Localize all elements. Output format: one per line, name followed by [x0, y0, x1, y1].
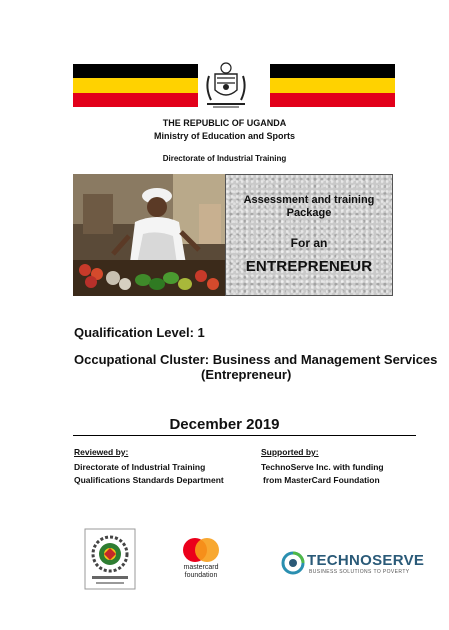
country-title: THE REPUBLIC OF UGANDA [162, 118, 287, 128]
supported-heading: Supported by: [261, 447, 319, 457]
divider-line [73, 435, 416, 436]
uganda-flag-left-icon [73, 64, 198, 107]
title-for-an: For an [290, 236, 328, 250]
mastercard-logo-icon [176, 538, 226, 588]
reviewed-line-1: Directorate of Industrial Training [74, 462, 206, 472]
technoserve-tagline: BUSINESS SOLUTIONS TO POVERTY [309, 569, 410, 575]
supported-line-2: from MasterCard Foundation [263, 475, 380, 485]
mastercard-line-1: mastercard [183, 564, 219, 571]
qualification-level: Qualification Level: 1 [74, 325, 205, 340]
coat-of-arms-icon [201, 60, 251, 110]
title-entrepreneur: ENTREPRENEUR [245, 258, 373, 275]
uganda-flag-right-icon [270, 64, 395, 107]
ministry-title: Ministry of Education and Sports [153, 131, 295, 141]
document-date: December 2019 [169, 416, 280, 433]
directorate-title: Directorate of Industrial Training [162, 154, 287, 163]
reviewed-line-2: Qualifications Standards Department [74, 475, 224, 485]
occupational-cluster: Occupational Cluster: Business and Management Services [74, 352, 438, 367]
title-line-1a: Assessment and training [243, 194, 375, 206]
technoserve-logo-icon [281, 549, 425, 579]
dit-logo-icon [84, 528, 136, 590]
mastercard-line-2: foundation [184, 572, 218, 579]
technoserve-name: TECHNOSERVE [307, 552, 425, 569]
occupational-cluster-sub: (Entrepreneur) [201, 367, 292, 382]
title-line-1 [226, 194, 392, 220]
technoserve-mark-icon [281, 550, 305, 576]
title-line-1b: Package [286, 207, 332, 219]
reviewed-heading: Reviewed by: [74, 447, 129, 457]
market-vendor-photo [73, 174, 225, 296]
title-box [225, 174, 393, 296]
mastercard-circles-icon [181, 538, 221, 562]
supported-line-1: TechnoServe Inc. with funding [261, 462, 384, 472]
